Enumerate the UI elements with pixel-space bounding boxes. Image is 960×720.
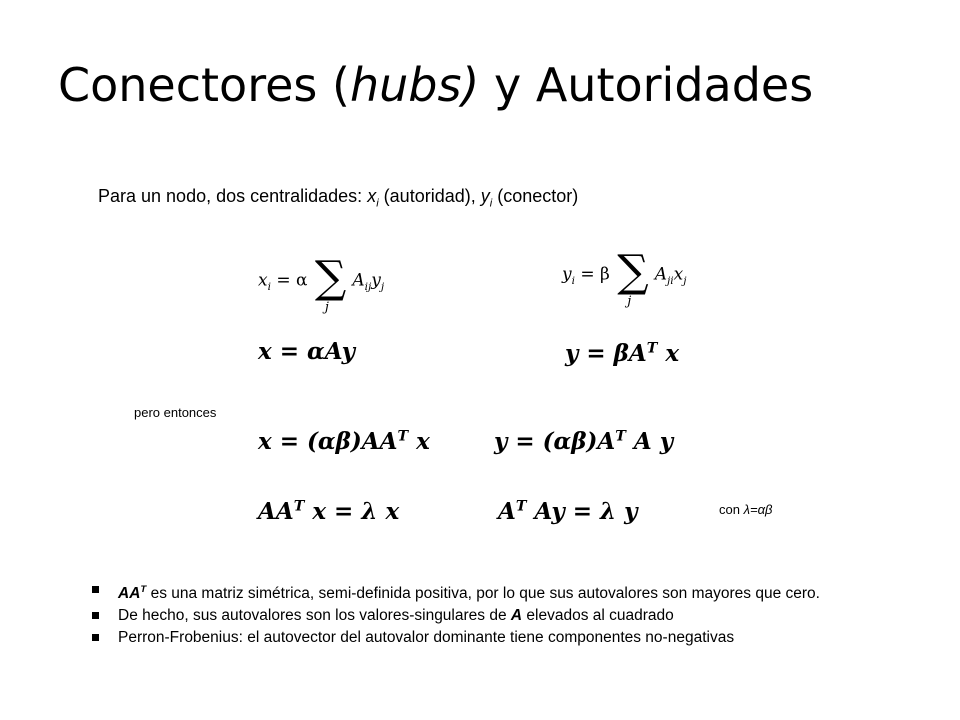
bullet-1-bold: AA — [118, 585, 141, 603]
bullet-3-text: Perron-Frobenius: el autovector del autovalor dominante tiene componentes no-negativas — [118, 629, 735, 647]
intro-x: x — [367, 186, 377, 206]
bullet-1-sup: T — [140, 584, 147, 595]
intro-y-sub: i — [489, 197, 493, 210]
equation-y-combined — [494, 428, 673, 455]
eigen-equation-y — [498, 498, 638, 525]
eq-x-term-b: y — [371, 270, 381, 291]
eq-yv-sup: T — [646, 340, 658, 357]
eq-x-lhs-sub: i — [267, 280, 271, 293]
eq-y-term-b-sub: j — [683, 274, 687, 287]
eq-y-lhs: y — [562, 264, 572, 285]
eq-xc-tail: x — [416, 428, 430, 455]
eq-yc-main: y = (αβ)A — [494, 428, 616, 455]
title-part1: Conectores ( — [58, 58, 350, 112]
bullet-item — [92, 627, 832, 649]
eig-x-tail: x = λ x — [312, 498, 400, 525]
eig-y-main: A — [498, 498, 516, 525]
eq-yc-tail: A y — [633, 428, 674, 455]
intro-middle: (autoridad), — [378, 186, 481, 206]
intro-prefix: Para un nodo, dos centralidades: — [98, 186, 368, 206]
equation-y-sum — [562, 246, 687, 309]
eq-xc-sup: T — [397, 428, 409, 445]
eig-x-sup: T — [293, 498, 305, 515]
eq-yv-main: y = βA — [565, 340, 647, 367]
bullet-2-before: De hecho, sus autovalores son los valores-singulares de — [118, 607, 511, 625]
intro-text — [98, 186, 578, 210]
bullet-1-text: es una matriz simétrica, semi-definida positiva, por lo que sus autovalores son mayores que cero. — [146, 585, 820, 603]
intro-y: y — [480, 186, 490, 206]
eig-x-main: AA — [258, 498, 294, 525]
eq-y-lhs-sub: i — [571, 274, 575, 287]
eq-xc-main: x = (αβ)AA — [258, 428, 398, 455]
eig-y-sup: T — [515, 498, 527, 515]
bullet-list — [92, 579, 832, 649]
title-italic: hubs) — [349, 58, 480, 112]
bullet-2-bold: A — [510, 607, 523, 625]
intro-x-sub: i — [376, 197, 379, 210]
title-part2: y Autoridades — [479, 58, 814, 112]
sum-symbol: ∑ j — [617, 246, 649, 309]
pero-entonces-label: pero entonces — [134, 405, 217, 420]
sum-index: j — [627, 294, 632, 309]
bullet-2-after: elevados al cuadrado — [522, 607, 674, 625]
sum-symbol: ∑ j — [314, 252, 347, 315]
eigen-equation-x — [258, 498, 399, 525]
equation-x-vector: x = αAy — [258, 338, 355, 365]
equation-x-sum — [258, 252, 385, 315]
lambda-note-expr: λ=αβ — [743, 502, 773, 517]
lambda-note-prefix: con — [719, 502, 744, 517]
sum-index: j — [324, 300, 329, 315]
bullet-marker — [92, 586, 99, 593]
bullet-item — [92, 579, 832, 605]
bullet-marker — [92, 612, 99, 619]
equation-x-combined — [258, 428, 430, 455]
intro-suffix: (conector) — [492, 186, 579, 206]
eq-y-op: = β — [574, 264, 610, 285]
bullet-marker — [92, 634, 99, 641]
eq-y-term-a: A — [654, 264, 667, 285]
eq-x-lhs: x — [258, 270, 268, 291]
eq-yv-tail: x — [665, 340, 680, 367]
slide-title — [58, 58, 813, 112]
lambda-note — [719, 502, 772, 517]
eq-y-term-b: x — [673, 264, 684, 285]
equation-y-vector — [565, 340, 679, 367]
eq-yc-sup: T — [615, 428, 626, 445]
eq-x-term-a-sub: ij — [364, 280, 372, 293]
eig-y-tail: Ay = λ y — [534, 498, 638, 525]
eq-x-term-b-sub: j — [380, 280, 385, 293]
eq-x-term-a: A — [352, 270, 365, 291]
bullet-item — [92, 605, 832, 627]
eq-x-op: = α — [270, 270, 308, 291]
eq-y-term-a-sub: ji — [666, 274, 674, 287]
